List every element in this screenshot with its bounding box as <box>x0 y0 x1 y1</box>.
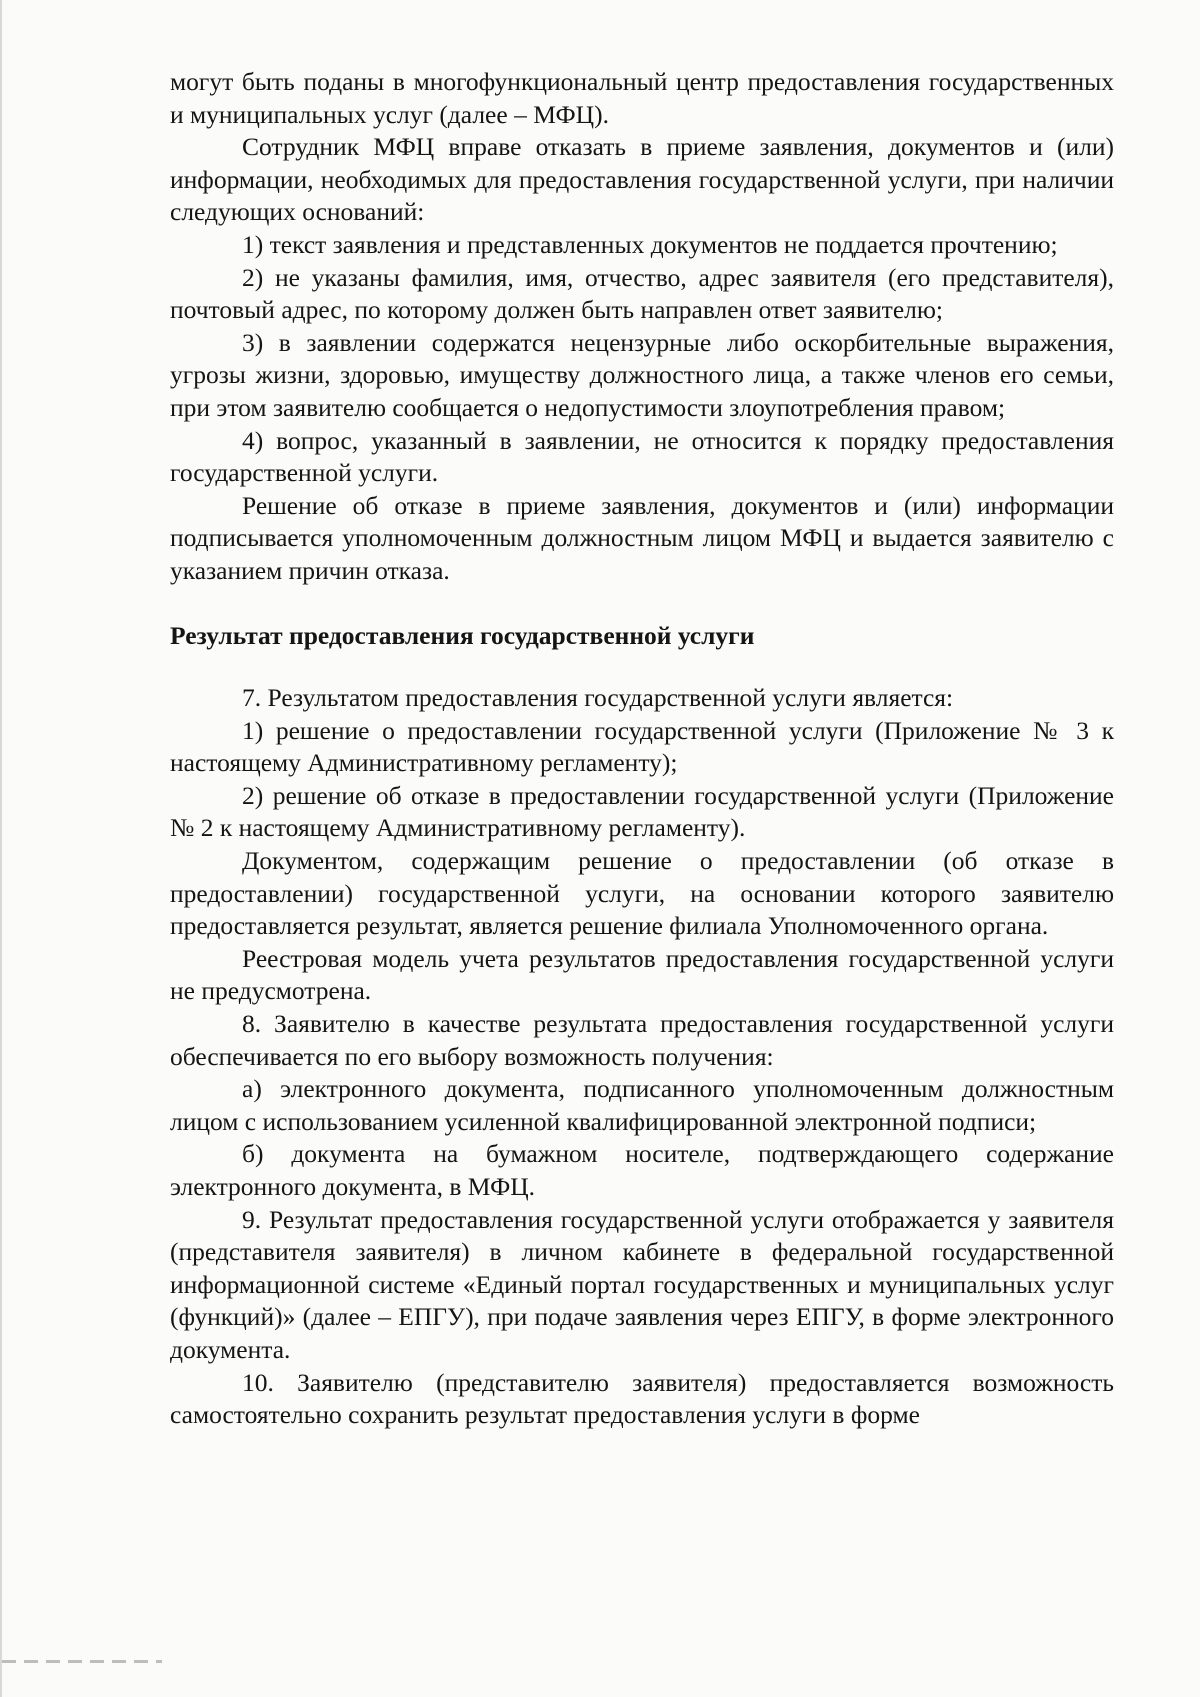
scan-artifact-line <box>2 1660 162 1663</box>
document-body <box>170 66 1114 1432</box>
section-title: Результат предоставления государственной услуги <box>170 620 755 650</box>
paragraph-refusal-decision: Решение об отказе в приеме заявления, документов и (или) информации подписывается уполномоченным должностным лицом МФЦ и выдается заявителю с указанием причин отказа. <box>170 490 1114 585</box>
paragraph-item-8: 8. Заявителю в качестве результата предоставления государственной услуги обеспечивается по его выбору возможность получения: <box>170 1009 1114 1071</box>
paragraph-refusal-right: Сотрудник МФЦ вправе отказать в приеме заявления, документов и (или) информации, необходимых для предоставления государственной услуги, при наличии следующих оснований: <box>170 132 1114 227</box>
paragraph-result-document: Документом, содержащим решение о предоставлении (об отказе в предоставлении) государственной услуги, на основании которого заявителю предоставляется результат, является решение филиала Уполномоченного органа. <box>170 846 1114 941</box>
paragraph-continuation: могут быть поданы в многофункциональный центр предоставления государственных и муниципальных услуг (далее – МФЦ). <box>170 67 1114 129</box>
paragraph-item-7: 7. Результатом предоставления государственной услуги является: <box>242 683 954 713</box>
list-item-result-2: 2) решение об отказе в предоставлении государственной услуги (Приложение № 2 к настоящему Административному регламенту). <box>170 780 1114 843</box>
paragraph-item-10: 10. Заявителю (представителю заявителя) предоставляется возможность самостоятельно сохранить результат предоставления услуги в форме <box>170 1367 1114 1430</box>
list-item-option-a: а) электронного документа, подписанного уполномоченным должностным лицом с использованием усиленной квалифицированной электронной подписи; <box>170 1074 1114 1136</box>
list-item-option-b: б) документа на бумажном носителе, подтверждающего содержание электронного документа, в МФЦ. <box>170 1139 1114 1201</box>
list-item-refusal-4: 4) вопрос, указанный в заявлении, не относится к порядку предоставления государственной услуги. <box>170 425 1114 488</box>
paragraph-item-9: 9. Результат предоставления государственной услуги отображается у заявителя (представителя заявителя) в личном кабинете в федеральной государственной информационной системе «Единый портал государственных и муниципальных услуг (функций)» (далее – ЕПГУ), при подаче заявления через ЕПГУ, в форме электронного документа. <box>170 1204 1114 1364</box>
list-item-refusal-3: 3) в заявлении содержатся нецензурные либо оскорбительные выражения, угрозы жизни, здоровью, имуществу должностного лица, а также членов его семьи, при этом заявителю сообщается о недопустимости злоупотребления правом; <box>170 327 1114 422</box>
list-item-result-1: 1) решение о предоставлении государственной услуги (Приложение № 3 к настоящему Административному регламенту); <box>170 715 1114 778</box>
paragraph-registry-model: Реестровая модель учета результатов предоставления государственной услуги не предусмотрена. <box>170 943 1114 1006</box>
list-item-refusal-1: 1) текст заявления и представленных документов не поддается прочтению; <box>242 229 1058 259</box>
list-item-refusal-2: 2) не указаны фамилия, имя, отчество, адрес заявителя (его представителя), почтовый адрес, по которому должен быть направлен ответ заявителю; <box>170 262 1114 325</box>
